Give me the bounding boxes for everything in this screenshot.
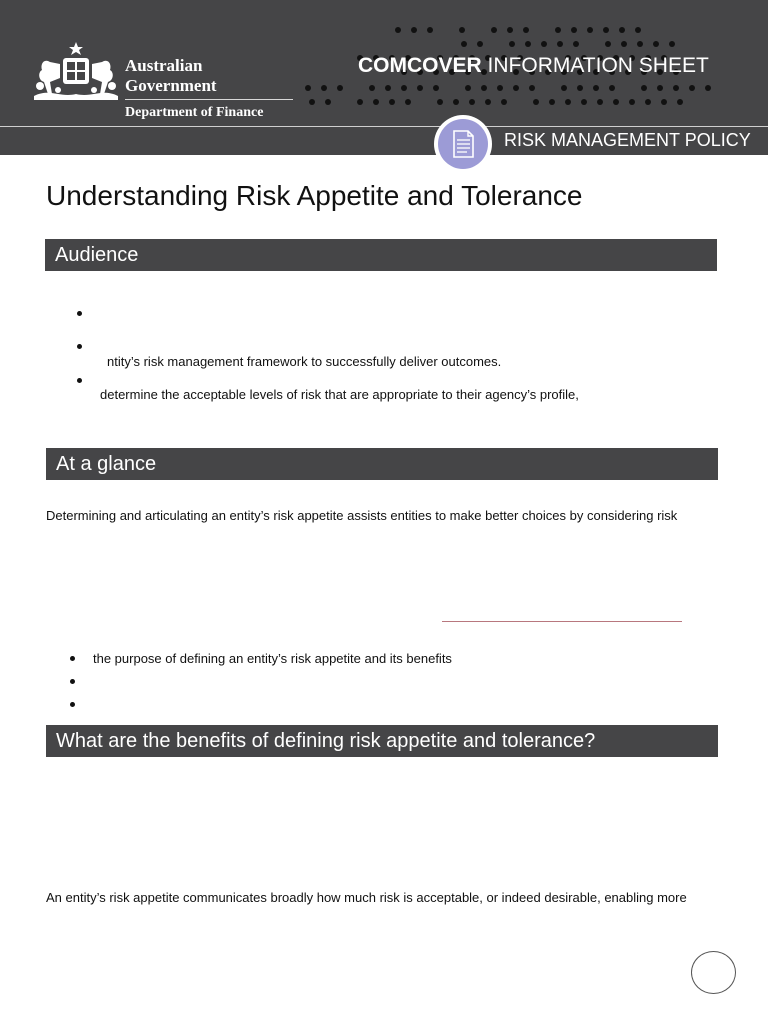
- audience-bullet-3: [77, 378, 82, 383]
- pattern-dot: [677, 99, 683, 105]
- pattern-dot: [507, 27, 513, 33]
- pattern-dot: [491, 27, 497, 33]
- pattern-dot: [619, 27, 625, 33]
- pattern-dot: [461, 41, 467, 47]
- sheet-title: [358, 54, 709, 78]
- pattern-dot: [689, 85, 695, 91]
- pattern-dot: [581, 99, 587, 105]
- audience-bullet-1: [77, 311, 82, 316]
- pattern-dot: [561, 85, 567, 91]
- pattern-dot: [573, 41, 579, 47]
- pattern-dot: [433, 85, 439, 91]
- header-divider: [0, 126, 768, 127]
- pattern-dot: [401, 85, 407, 91]
- pattern-dot: [497, 85, 503, 91]
- pattern-dot: [485, 99, 491, 105]
- sheet-title-bold: COMCOVER: [358, 54, 482, 77]
- pattern-dot: [325, 99, 331, 105]
- pattern-dot: [673, 85, 679, 91]
- pattern-dot: [629, 99, 635, 105]
- pattern-dot: [525, 41, 531, 47]
- glance-bullet-3: [70, 702, 75, 707]
- pattern-dot: [417, 85, 423, 91]
- pattern-dot: [705, 85, 711, 91]
- pattern-dot: [469, 99, 475, 105]
- pattern-dot: [541, 41, 547, 47]
- pattern-dot: [669, 41, 675, 47]
- section-heading-audience: Audience: [45, 239, 717, 271]
- audience-bullet-2: [77, 344, 82, 349]
- glance-bullet-2: [70, 679, 75, 684]
- pattern-dot: [357, 99, 363, 105]
- pattern-dot: [411, 27, 417, 33]
- pattern-dot: [661, 99, 667, 105]
- pattern-dot: [555, 27, 561, 33]
- pattern-dot: [305, 85, 311, 91]
- pattern-dot: [337, 85, 343, 91]
- pattern-dot: [513, 85, 519, 91]
- benefits-paragraph: An entity’s risk appetite communicates broadly how much risk is acceptable, or indeed desirable, enabling more: [46, 890, 687, 905]
- pattern-dot: [509, 41, 515, 47]
- pattern-dot: [477, 41, 483, 47]
- pattern-dot: [369, 85, 375, 91]
- pattern-dot: [465, 85, 471, 91]
- section-heading-benefits: What are the benefits of defining risk appetite and tolerance?: [46, 725, 718, 757]
- pattern-dot: [657, 85, 663, 91]
- pattern-dot: [605, 41, 611, 47]
- pattern-dot: [427, 27, 433, 33]
- page-number-circle: [691, 951, 736, 994]
- pattern-dot: [613, 99, 619, 105]
- pattern-dot: [481, 85, 487, 91]
- government-name: Australian Government: [125, 56, 217, 95]
- pattern-dot: [597, 99, 603, 105]
- at-a-glance-paragraph: Determining and articulating an entity’s risk appetite assists entities to make better choices by considering risk: [46, 508, 678, 523]
- pattern-dot: [593, 85, 599, 91]
- pattern-dot: [321, 85, 327, 91]
- pattern-dot: [395, 27, 401, 33]
- pattern-dot: [405, 99, 411, 105]
- section-heading-at-a-glance: At a glance: [46, 448, 718, 480]
- pattern-dot: [523, 27, 529, 33]
- department-name: Department of Finance: [125, 105, 264, 120]
- policy-label: RISK MANAGEMENT POLICY: [504, 130, 751, 150]
- pattern-dot: [373, 99, 379, 105]
- government-wordmark: [125, 56, 293, 121]
- pattern-dot: [385, 85, 391, 91]
- wordmark-rule: [125, 99, 293, 100]
- pattern-dot: [565, 99, 571, 105]
- glance-item-1: the purpose of defining an entity’s risk appetite and its benefits: [93, 651, 452, 666]
- pattern-dot: [609, 85, 615, 91]
- pattern-dot: [641, 85, 647, 91]
- page-header: [0, 0, 768, 155]
- pattern-dot: [549, 99, 555, 105]
- pattern-dot: [557, 41, 563, 47]
- pattern-dot: [501, 99, 507, 105]
- pattern-dot: [637, 41, 643, 47]
- pattern-dot: [459, 27, 465, 33]
- pattern-dot: [635, 27, 641, 33]
- pattern-dot: [437, 99, 443, 105]
- document-icon: [447, 126, 479, 162]
- pattern-dot: [309, 99, 315, 105]
- sheet-title-rest: INFORMATION SHEET: [487, 54, 709, 77]
- pattern-dot: [529, 85, 535, 91]
- pattern-dot: [653, 41, 659, 47]
- pattern-dot: [621, 41, 627, 47]
- coat-of-arms-icon: [30, 40, 122, 102]
- glance-bullet-1: [70, 656, 75, 661]
- pattern-dot: [571, 27, 577, 33]
- pattern-dot: [603, 27, 609, 33]
- pattern-dot: [587, 27, 593, 33]
- audience-item-2: ntity’s risk management framework to successfully deliver outcomes.: [107, 354, 502, 369]
- pattern-dot: [453, 99, 459, 105]
- pattern-dot: [389, 99, 395, 105]
- pattern-dot: [645, 99, 651, 105]
- pattern-dot: [577, 85, 583, 91]
- document-badge: [434, 115, 492, 173]
- hyperlink-underline[interactable]: [442, 621, 682, 622]
- pattern-dot: [533, 99, 539, 105]
- audience-item-3: determine the acceptable levels of risk that are appropriate to their agency’s profile,: [100, 387, 579, 402]
- page-title: Understanding Risk Appetite and Tolerance: [46, 180, 583, 211]
